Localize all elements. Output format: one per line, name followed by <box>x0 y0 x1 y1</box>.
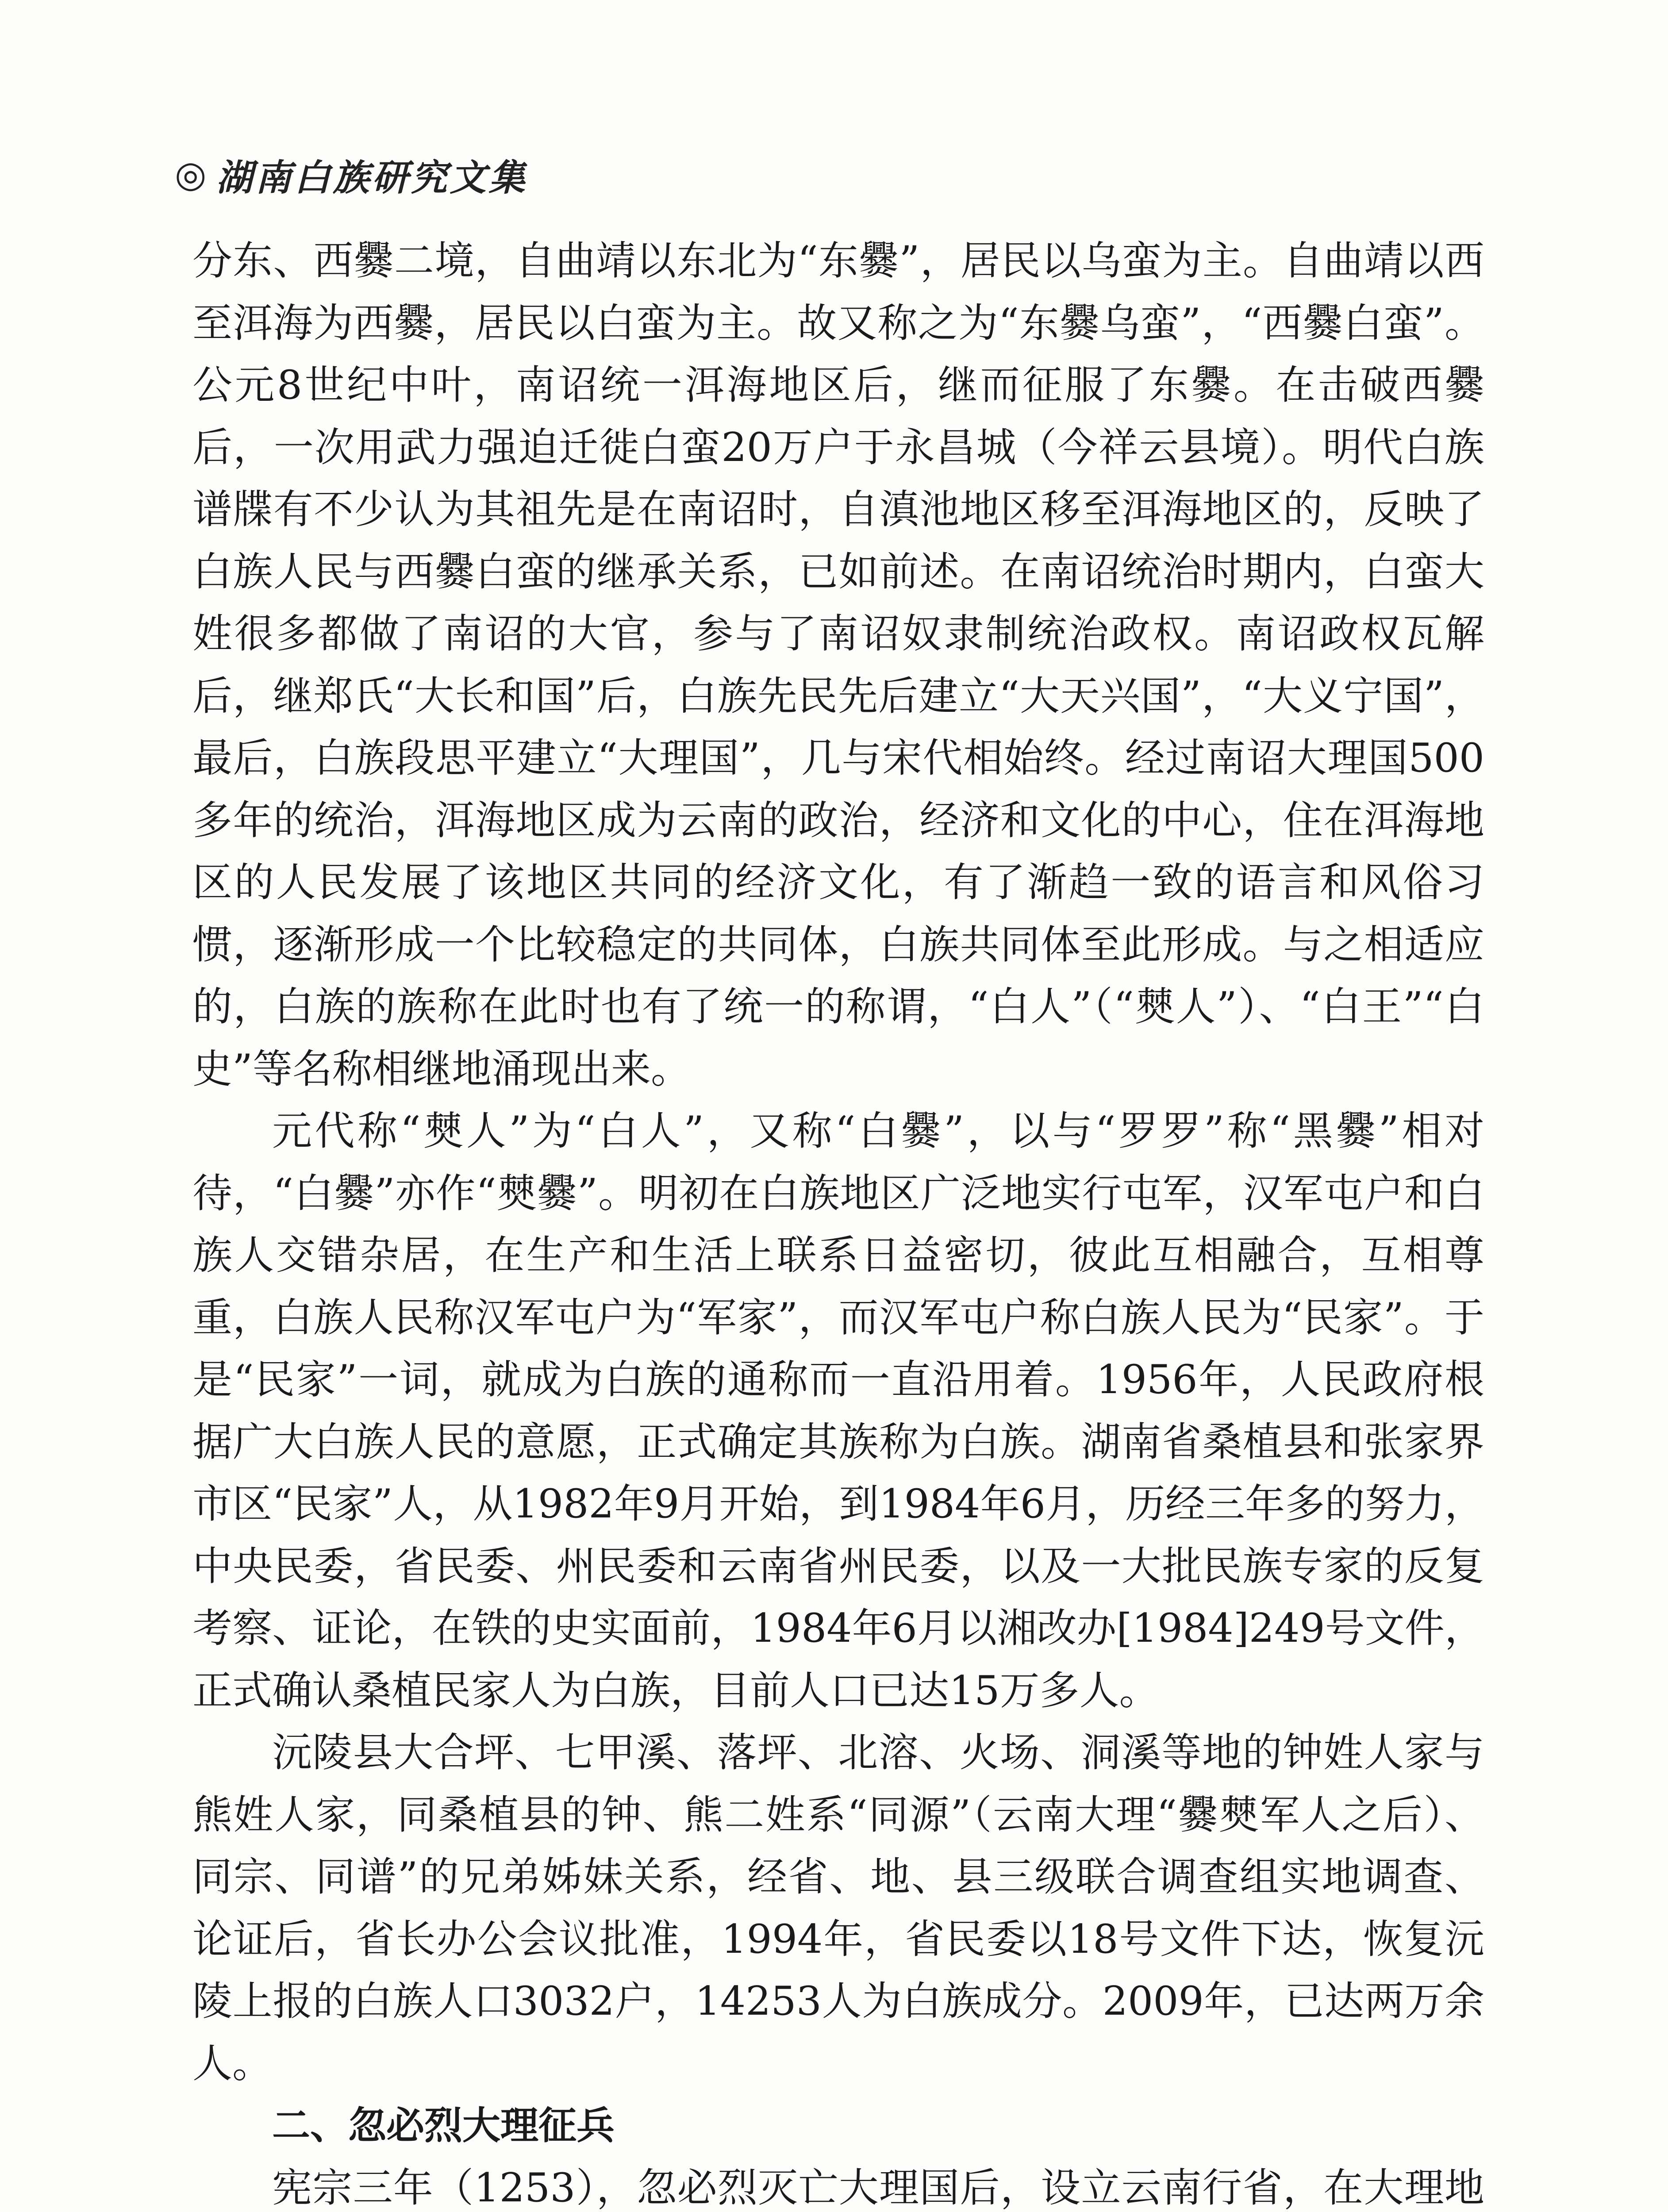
paragraph-2: 元代称“僰人”为“白人”，又称“白爨”，以与“罗罗”称“黑爨”相对待，“白爨”亦作“僰爨”。明初在白族地区广泛地实行屯军，汉军屯户和白族人交错杂居，在生产和生活上联系日益密切，彼此互相融合，互相尊重，白族人民称汉军屯户为“军家”，而汉军屯户称白族人民为“民家”。于是“民家”一词，就成为白族的通称而一直沿用着。1956年，人民政府根据广大白族人民的意愿，正式确定其族称为白族。湖南省桑植县和张家界市区“民家”人，从1982年9月开始，到1984年6月，历经三年多的努力，中央民委，省民委、州民委和云南省州民委，以及一大批民族专家的反复考察、证论，在铁的史实面前，1984年6月以湘改办[1984]249号文件，正式确认桑植民家人为白族，目前人口已达15万多人。 <box>192 1108 1484 1714</box>
paragraph-4: 宪宗三年（1253），忽必烈灭亡大理国后，设立云南行省，在大理地 <box>272 2164 1484 2211</box>
paragraph-3: 沅陵县大合坪、七甲溪、落坪、北溶、火场、洞溪等地的钟姓人家与熊姓人家，同桑植县的钟、熊二姓系“同源”（云南大理“爨僰军人之后）、同宗、同谱”的兄弟姊妹关系，经省、地、县三级联合调查组实地调查、论证后，省长办公会议批准，1994年，省民委以18号文件下达，恢复沅陵上报的白族人口3032户，14253人为白族成分。2009年，已达两万余人。 <box>192 1729 1484 2087</box>
section-heading: 二、忽必烈大理征兵 <box>272 2104 615 2148</box>
body-text <box>192 230 1484 2212</box>
header-circle-mark-icon: ◎ <box>175 154 207 196</box>
paragraph-1: 分东、西爨二境，自曲靖以东北为“东爨”，居民以乌蛮为主。自曲靖以西至洱海为西爨，居民以白蛮为主。故又称之为“东爨乌蛮”，“西爨白蛮”。公元8世纪中叶，南诏统一洱海地区后，继而征服了东爨。在击破西爨后，一次用武力强迫迁徙白蛮20万户于永昌城（今祥云县境）。明代白族谱牒有不少认为其祖先是在南诏时，自滇池地区移至洱海地区的，反映了白族人民与西爨白蛮的继承关系，已如前述。在南诏统治时期内，白蛮大姓很多都做了南诏的大官，参与了南诏奴隶制统治政权。南诏政权瓦解后，继郑氏“大长和国”后，白族先民先后建立“大天兴国”，“大义宁国”，最后，白族段思平建立“大理国”，几与宋代相始终。经过南诏大理国500多年的统治，洱海地区成为云南的政治，经济和文化的中心，住在洱海地区的人民发展了该地区共同的经济文化，有了渐趋一致的语言和风俗习惯，逐渐形成一个比较稳定的共同体，白族共同体至此形成。与之相适应的，白族的族称在此时也有了统一的称谓，“白人”（“僰人”）、“白王”“白史”等名称相继地涌现出来。 <box>192 238 1484 1092</box>
book-title: 湖南白族研究文集 <box>216 156 528 199</box>
running-header <box>175 150 528 199</box>
